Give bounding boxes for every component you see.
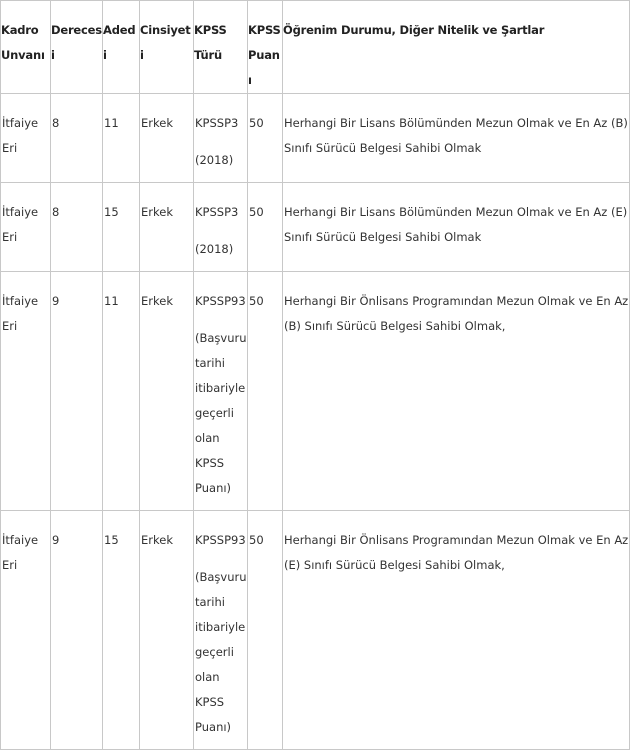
- cell-kadro-unvani: İtfaiye Eri: [1, 511, 51, 750]
- header-cinsiyeti: Cinsiyeti: [140, 1, 194, 94]
- header-derecesi: Derecesi: [51, 1, 103, 94]
- table-row: [1, 272, 630, 511]
- header-row: [1, 1, 630, 94]
- cell-adedi: 15: [103, 511, 140, 750]
- cell-kpss-puani: 50: [248, 272, 283, 511]
- cell-derecesi: 8: [51, 94, 103, 183]
- cell-kadro-unvani: İtfaiye Eri: [1, 272, 51, 511]
- cell-ogrenim-durumu: Herhangi Bir Önlisans Programından Mezun Olmak ve En Az (E) Sınıfı Sürücü Belgesi Sahibi Olmak,: [283, 511, 630, 750]
- header-kadro-unvani: Kadro Unvanı: [1, 1, 51, 94]
- cell-cinsiyeti: Erkek: [140, 94, 194, 183]
- cell-ogrenim-durumu: Herhangi Bir Önlisans Programından Mezun Olmak ve En Az (B) Sınıfı Sürücü Belgesi Sahibi Olmak,: [283, 272, 630, 511]
- header-ogrenim-durumu: Öğrenim Durumu, Diğer Nitelik ve Şartlar: [283, 1, 630, 94]
- header-kpss-puani: KPSS Puanı: [248, 1, 283, 94]
- cell-ogrenim-durumu: Herhangi Bir Lisans Bölümünden Mezun Olmak ve En Az (B) Sınıfı Sürücü Belgesi Sahibi Olmak: [283, 94, 630, 183]
- table-row: [1, 183, 630, 272]
- cell-kpss-puani: 50: [248, 511, 283, 750]
- cell-adedi: 11: [103, 94, 140, 183]
- cell-adedi: 15: [103, 183, 140, 272]
- cell-kpss-puani: 50: [248, 183, 283, 272]
- cell-derecesi: 9: [51, 272, 103, 511]
- cell-kpss-turu: KPSSP3 (2018): [194, 183, 248, 272]
- table-row: [1, 94, 630, 183]
- cell-kadro-unvani: İtfaiye Eri: [1, 183, 51, 272]
- table-row: [1, 511, 630, 750]
- cell-cinsiyeti: Erkek: [140, 272, 194, 511]
- cell-kpss-turu: KPSSP93 (Başvuru tarihi itibariyle geçerli olan KPSS Puanı): [194, 272, 248, 511]
- header-kpss-turu: KPSS Türü: [194, 1, 248, 94]
- cell-derecesi: 9: [51, 511, 103, 750]
- cell-adedi: 11: [103, 272, 140, 511]
- cell-kpss-turu: KPSSP3 (2018): [194, 94, 248, 183]
- header-adedi: Adedi: [103, 1, 140, 94]
- cell-kpss-puani: 50: [248, 94, 283, 183]
- cell-derecesi: 8: [51, 183, 103, 272]
- cell-kadro-unvani: İtfaiye Eri: [1, 94, 51, 183]
- cell-kpss-turu: KPSSP93 (Başvuru tarihi itibariyle geçerli olan KPSS Puanı): [194, 511, 248, 750]
- cell-cinsiyeti: Erkek: [140, 183, 194, 272]
- cell-ogrenim-durumu: Herhangi Bir Lisans Bölümünden Mezun Olmak ve En Az (E) Sınıfı Sürücü Belgesi Sahibi Olmak: [283, 183, 630, 272]
- cell-cinsiyeti: Erkek: [140, 511, 194, 750]
